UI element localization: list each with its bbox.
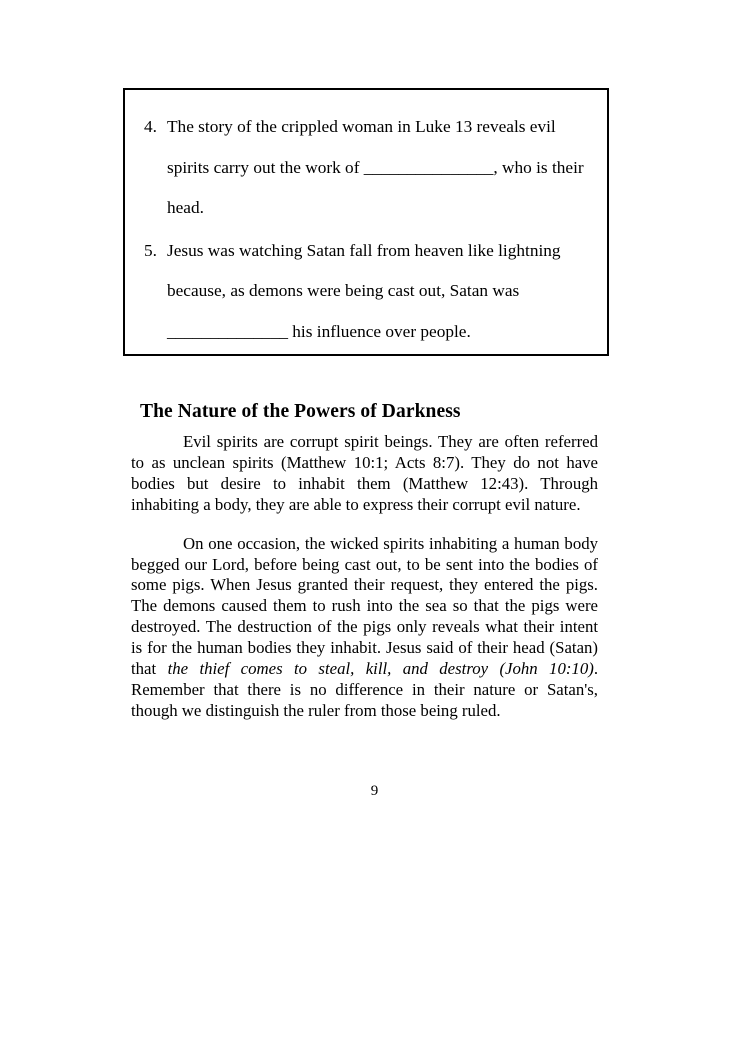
question-list [125, 107, 607, 352]
section-heading: The Nature of the Powers of Darkness [140, 401, 461, 423]
list-item [125, 231, 607, 353]
answer-blank[interactable]: ______________ [167, 321, 288, 341]
paragraph-2-text-after: . Remember that there is no difference in their nature or Satan's, though we distinguish the ruler from those being ruled. [131, 659, 599, 720]
page-number: 9 [370, 783, 379, 799]
question-number: 4. [144, 117, 157, 136]
question-number: 5. [144, 240, 157, 260]
paragraph-1: Evil spirits are corrupt spirit beings. They are often referred to as unclean spirits (Matthew 10:1; Acts 8:7). They do not have bodies but desire to inhabit them (Matthew 12:43). Through inhabiting a body, they are able to express their corrupt evil nature. [131, 432, 598, 514]
question-text [167, 107, 607, 229]
exercise-question-box [123, 88, 609, 356]
question-text-part: The story of the crippled woman in Luke 13 reveals evil spirits carry out the work of [167, 117, 556, 177]
question-text-part: Jesus was watching Satan fall from heaven like lightning because, as demons were being cast out, Satan was [167, 240, 561, 300]
answer-blank[interactable]: _______________ [363, 157, 494, 177]
paragraph-2-text-before: On one occasion, the wicked spirits inhabiting a human body begged our Lord, before being cast out, to be sent into the bodies of some pigs. When Jesus granted their request, they entered the pigs. The demons caused them to rush into the sea so that the pigs were destroyed. The destruction of the pigs only reveals what their intent is for the human bodies they inhabit. Jesus said of their head (Satan) that [131, 533, 598, 679]
question-text-part: his influence over people. [287, 321, 471, 341]
body-content [131, 432, 598, 722]
scripture-quote: the thief comes to steal, kill, and destroy (John 10:10) [167, 659, 594, 679]
paragraph-2 [131, 534, 598, 722]
question-text [167, 231, 607, 353]
question-text-part: , who is their head. [167, 157, 584, 217]
list-item [125, 107, 607, 229]
